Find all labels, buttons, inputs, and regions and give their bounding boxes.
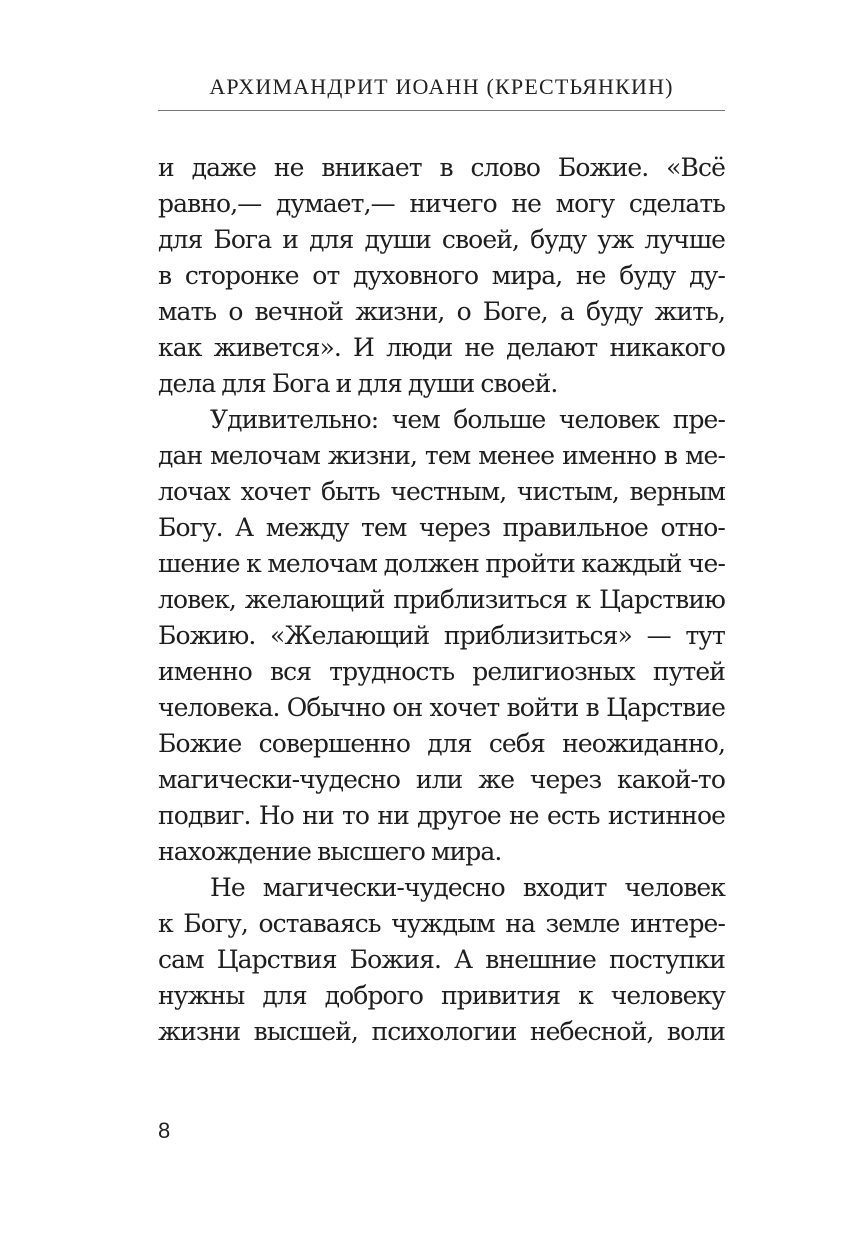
text-line: Не магически-чудесно входит человек — [210, 873, 725, 902]
paragraph — [158, 150, 725, 402]
paragraph — [158, 402, 725, 870]
page-body — [158, 150, 725, 1050]
text-line: как живется». И люди не делают никакого — [158, 333, 725, 362]
running-header: АРХИМАНДРИТ ИОАНН (КРЕСТЬЯНКИН) — [209, 74, 674, 99]
paragraph — [158, 870, 725, 1050]
text-line: подвиг. Но ни то ни другое не есть истинное — [158, 801, 725, 830]
text-line: именно вся трудность религиозных путей — [158, 657, 725, 686]
text-line: мать о вечной жизни, о Боге, а буду жить, — [158, 297, 725, 326]
text-line: Богу. А между тем через правильное отно- — [158, 513, 725, 542]
text-line: жизни высшей, психологии небесной, воли — [158, 1017, 725, 1046]
text-line: и даже не вникает в слово Божие. «Всё — [158, 153, 725, 182]
text-line: Удивительно: чем больше человек пре- — [210, 405, 725, 434]
text-line: для Бога и для души своей, буду уж лучше — [158, 225, 725, 254]
text-line: равно,— думает,— ничего не могу сделать — [158, 189, 725, 218]
text-line: в сторонке от духовного мира, не буду ду- — [158, 261, 725, 290]
text-line: нужны для доброго привития к человеку — [158, 981, 725, 1010]
text-line: шение к мелочам должен пройти каждый че- — [158, 549, 725, 578]
text-line: дан мелочам жизни, тем менее именно в ме- — [158, 441, 725, 470]
text-line: лочах хочет быть честным, чистым, верным — [158, 477, 725, 506]
text-line: нахождение высшего мира. — [158, 837, 502, 866]
text-line: дела для Бога и для души своей. — [158, 369, 558, 398]
text-line: сам Царствия Божия. А внешние поступки — [158, 945, 725, 974]
header-divider — [158, 110, 725, 111]
text-line: к Богу, оставаясь чуждым на земле интере- — [158, 909, 725, 938]
text-line: Божию. «Желающий приблизиться» — тут — [158, 621, 725, 650]
text-line: ловек, желающий приблизиться к Царствию — [158, 585, 725, 614]
text-line: Божие совершенно для себя неожиданно, — [158, 729, 725, 758]
text-line: магически-чудесно или же через какой-то — [158, 765, 725, 794]
page-number: 8 — [158, 1118, 171, 1143]
text-line: человека. Обычно он хочет войти в Царствие — [158, 693, 725, 722]
